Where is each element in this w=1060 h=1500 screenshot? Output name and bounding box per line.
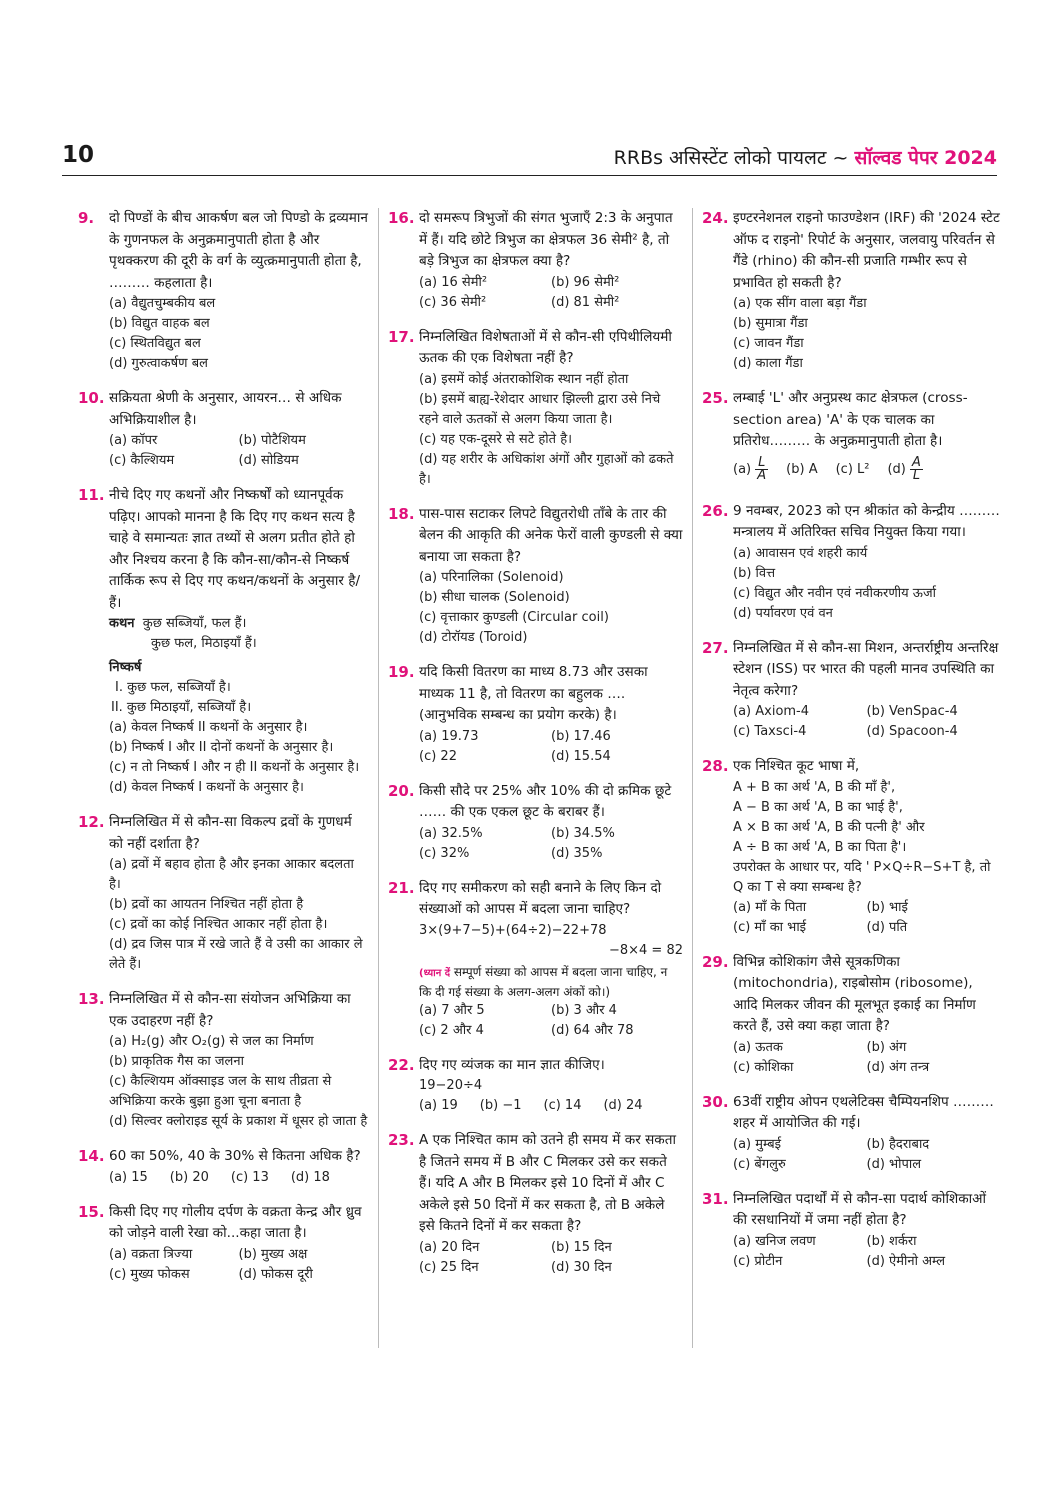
option (733, 453, 768, 487)
note-text: सम्पूर्ण संख्या को आपस में बदला जाना चाहिए, न कि दी गई संख्या के अलग-अलग अंकों को।) (419, 964, 668, 999)
question-number: 21. (388, 878, 415, 897)
options (109, 855, 368, 975)
option: (d) 30 दिन (551, 1259, 612, 1275)
option: (c) कैल्शियम (109, 453, 175, 468)
question-11 (78, 485, 368, 798)
options (419, 1096, 683, 1116)
question-text: निम्नलिखित में से कौन-सा विकल्प द्रवों के गुणधर्म को नहीं दर्शाता है? (109, 814, 352, 852)
conclusion-label: निष्कर्ष (109, 660, 142, 675)
column-2 (388, 208, 683, 1278)
options (419, 273, 683, 313)
question-number: 22. (388, 1055, 415, 1074)
option: (a) वैद्युतचुम्बकीय बल (109, 296, 216, 311)
question-27 (702, 638, 1000, 743)
option: (d) ऐमीनो अम्ल (866, 1253, 946, 1269)
question-text: यदि किसी वितरण का माध्य 8.73 और उसका माध्यक 11 है, तो वितरण का बहुलक …. (आनुभविक सम्बन्ध का प्रयोग करके) है। (419, 664, 648, 723)
option: (c) 2 और 4 (419, 1022, 484, 1038)
options (109, 431, 368, 471)
question-number: 26. (702, 501, 729, 520)
question-12 (78, 812, 368, 975)
option: (a) 16 सेमी² (419, 274, 488, 290)
question-number: 20. (388, 781, 415, 800)
options (419, 1001, 683, 1041)
question-text: 63वीं राष्ट्रीय ओपन एथलेटिक्स चैम्पियनशिप ……… शहर में आयोजित की गई। (733, 1093, 994, 1131)
question-text: दिए गए समीकरण को सही बनाने के लिए किन दो संख्याओं को आपस में बदला जाना चाहिए? (419, 879, 662, 917)
statement-label: कथन (109, 616, 135, 631)
header-title-prefix: RRBs असिस्टेंट लोको पायलट ~ (613, 147, 855, 169)
question-14 (78, 1146, 368, 1188)
option: (b) विद्युत वाहक बल (109, 316, 210, 331)
options (733, 294, 1000, 374)
option: (b) हैदराबाद (866, 1136, 930, 1152)
option: (d) फोकस दूरी (238, 1266, 313, 1282)
option: (c) जावन गैंडा (733, 336, 804, 351)
options (419, 727, 683, 767)
question-tail: उपरोक्त के आधार पर, यदि ' P×Q÷R−S+T है, तो Q का T से क्या सम्बन्ध है? (733, 859, 991, 895)
question-text: निम्नलिखित पदार्थों में से कौन-सा पदार्थ कोशिकाओं की रसधानियों में जमा नहीं होता है? (733, 1190, 987, 1228)
question-number: 17. (388, 327, 415, 346)
options (733, 453, 1000, 487)
question-28 (702, 756, 1000, 938)
option: (a) माँ के पिता (733, 899, 807, 915)
question-19 (388, 662, 683, 767)
option: (c) द्रवों का कोई निश्चित आकार नहीं होता है। (109, 917, 328, 932)
option: (a) 7 और 5 (419, 1002, 485, 1018)
option: (d) 64 और 78 (551, 1022, 634, 1038)
question-29 (702, 952, 1000, 1078)
option: (a) मुम्बई (733, 1136, 782, 1152)
page-header (62, 140, 997, 176)
fraction-denominator: A (757, 467, 767, 483)
statement-2: कुछ फल, मिठाइयाँ हैं। (151, 636, 257, 651)
question-22 (388, 1055, 683, 1117)
code-line: A × B का अर्थ 'A, B की पत्नी है' और (733, 819, 925, 835)
option: (d) Spacoon-4 (866, 724, 958, 739)
option: (c) वृत्ताकार कुण्डली (Circular coil) (419, 610, 609, 625)
option: (b) −1 (479, 1098, 522, 1113)
code-line: A − B का अर्थ 'A, B का भाई है', (733, 799, 903, 815)
option: (a) केवल निष्कर्ष II कथनों के अनुसार है। (109, 720, 308, 735)
question-text: दो पिण्डों के बीच आकर्षण बल जो पिण्डो के द्रव्यमान के गुणनफल के अनुक्रमानुपाती होता है और पृथक्करण की दूरी के वर्ग के व्युत्क्रमानुपाती होता है, ……… कहलाता है। (109, 210, 368, 291)
option: (b) 3 और 4 (551, 1002, 617, 1018)
options (733, 898, 1000, 938)
question-number: 16. (388, 209, 415, 227)
option: (c) कोशिका (733, 1059, 794, 1075)
code-line: A ÷ B का अर्थ 'A, B का पिता है'। (733, 839, 907, 855)
question-text: नीचे दिए गए कथनों और निष्कर्षों को ध्यानपूर्वक पढ़िए। आपको मानना है कि दिए गए कथन सत्य है चाहे वे समान्यतः ज्ञात तथ्यों से अलग प्रतीत होते हो और निश्चय करना है कि कौन-सा/कौन-से निष्कर्ष तार्किक रूप से दिए गए कथन/कथनों के अनुसार है/हैं। (109, 487, 361, 611)
page-number: 10 (62, 142, 95, 168)
options (419, 1238, 683, 1278)
option: (b) 15 दिन (551, 1239, 612, 1255)
option: (d) सिल्वर क्लोराइड सूर्य के प्रकाश में धूसर हो जाता है (109, 1114, 368, 1129)
option: (a) एक सींग वाला बड़ा गैंडा (733, 296, 867, 311)
option: (d) 35% (551, 845, 603, 861)
option: (d) टोरॉयड (Toroid) (419, 630, 528, 645)
option: (a) 15 (109, 1169, 148, 1185)
option: (b) 17.46 (551, 728, 611, 744)
question-text: किसी दिए गए गोलीय दर्पण के वक्रता केन्द्र और ध्रुव को जोड़ने वाली रेखा को...कहा जाता है। (109, 1203, 362, 1241)
option: (d) द्रव जिस पात्र में रखे जाते हैं वे उसी का आकार ले लेते हैं। (109, 937, 363, 972)
option: (b) 34.5% (551, 825, 615, 841)
option: (a) H₂(g) और O₂(g) से जल का निर्माण (109, 1034, 314, 1049)
option: (a) Axiom-4 (733, 704, 810, 719)
conclusion-1: I. कुछ फल, सब्जियाँ है। (115, 680, 231, 695)
question-10 (78, 388, 368, 471)
question-number: 25. (702, 389, 729, 407)
option: (c) कैल्शियम ऑक्साइड जल के साथ तीव्रता से अभिक्रिया करके बुझा हुआ चूना बनाता है (109, 1074, 332, 1109)
option: (b) 96 सेमी² (551, 274, 620, 290)
option: (c) प्रोटीन (733, 1253, 783, 1269)
options (733, 702, 1000, 742)
option: (d) केवल निष्कर्ष I कथनों के अनुसार है। (109, 780, 304, 795)
question-21 (388, 878, 683, 1041)
option: (c) 25 दिन (419, 1259, 479, 1275)
question-number: 10. (78, 389, 105, 407)
question-number: 9. (78, 209, 95, 227)
column-divider (692, 208, 693, 1348)
option: (a) आवासन एवं शहरी कार्य (733, 545, 868, 561)
question-30 (702, 1092, 1000, 1175)
question-text: किसी सौदे पर 25% और 10% की दो क्रमिक छूटे …… की एक एकल छूट के बराबर हैं। (419, 782, 672, 820)
question-23 (388, 1130, 683, 1278)
question-number: 31. (702, 1189, 729, 1208)
code-line: A + B का अर्थ 'A, B की माँ है', (733, 779, 896, 795)
question-number: 24. (702, 209, 729, 227)
question-number: 23. (388, 1131, 415, 1149)
question-text: विभिन्न कोशिकांग जैसे सूत्रकणिका (mitochondria), राइबोसोम (ribosome), आदि मिलकर जीवन की मूलभूत इकाई का निर्माण करते हैं, उसे क्या कहा जाता है? (733, 953, 976, 1034)
question-15 (78, 1202, 368, 1285)
option: (b) A (786, 461, 818, 477)
question-number: 13. (78, 990, 105, 1008)
option: (d) 18 (290, 1169, 330, 1185)
equation-line-2: −8×4 = 82 (608, 942, 683, 958)
question-number: 18. (388, 504, 415, 523)
option: (b) अंग (866, 1039, 907, 1055)
option: (c) 32% (419, 845, 470, 861)
question-text: A एक निश्चित काम को उतने ही समय में कर सकता है जितने समय में B और C मिलकर उसे कर सकते हैं। यदि A और B मिलकर इसे 10 दिनों में और C अकेले इसे 50 दिनों में कर सकता है, तो B अकेले इसे कितने दिनों में कर सकता है? (419, 1132, 676, 1234)
option: (c) न तो निष्कर्ष I और न ही II कथनों के अनुसार है। (109, 760, 360, 775)
fraction-denominator: L (912, 467, 921, 483)
options (109, 718, 368, 798)
question-number: 27. (702, 638, 729, 657)
options (109, 1168, 368, 1188)
question-text: एक निश्चित कूट भाषा में, (733, 758, 860, 774)
options (109, 1032, 368, 1132)
option: (d) अंग तन्त्र (866, 1059, 930, 1075)
options (733, 544, 1000, 624)
option: (c) Taxsci-4 (733, 724, 807, 739)
option: (b) इसमें बाह्य-रेशेदार आधार झिल्ली द्वारा उसे निचे रहने वाले ऊतकों से अलग किया जाता है। (419, 391, 661, 427)
option-label: (a) (733, 461, 752, 477)
question-31 (702, 1189, 1000, 1272)
option: (d) गुरुत्वाकर्षण बल (109, 356, 208, 371)
question-number: 15. (78, 1202, 105, 1221)
option: (a) वक्रता त्रिज्या (109, 1246, 193, 1262)
option: (c) विद्युत और नवीन एवं नवीकरणीय ऊर्जा (733, 585, 936, 601)
option: (c) L² (835, 461, 870, 477)
options (109, 1245, 368, 1285)
option: (d) काला गैंडा (733, 356, 803, 371)
option: (a) 32.5% (419, 825, 483, 841)
statement-1: कुछ सब्जियाँ, फल हैं। (142, 616, 247, 631)
question-number: 29. (702, 952, 729, 971)
option: (b) द्रवों का आयतन निश्चित नहीं होता है (109, 897, 304, 912)
option: (d) भोपाल (866, 1156, 922, 1172)
column-3 (702, 208, 1000, 1272)
option: (d) 15.54 (551, 748, 611, 764)
question-number: 28. (702, 757, 729, 775)
options (733, 1038, 1000, 1078)
option: (a) खनिज लवण (733, 1233, 816, 1249)
option: (b) निष्कर्ष I और II दोनों कथनों के अनुसार है। (109, 740, 334, 755)
fraction (755, 454, 768, 483)
option: (a) इसमें कोई अंतराकोशिक स्थान नहीं होता (419, 371, 629, 387)
option: (a) ऊतक (733, 1039, 783, 1055)
option: (c) 36 सेमी² (419, 294, 487, 310)
question-text: दो समरूप त्रिभुजों की संगत भुजाएँ 2:3 के अनुपात में हैं। यदि छोटे त्रिभुज का क्षेत्रफल 36 सेमी² है, तो बड़े त्रिभुज का क्षेत्रफल क्या है? (419, 210, 673, 269)
option: (c) माँ का भाई (733, 919, 807, 935)
options (733, 1135, 1000, 1175)
option: (b) शर्करा (866, 1233, 917, 1249)
note-key: (ध्यान दें (419, 967, 451, 979)
options (419, 370, 683, 490)
question-20 (388, 781, 683, 864)
fraction (910, 454, 923, 483)
fraction-numerator: A (912, 454, 921, 470)
question-number: 19. (388, 663, 415, 681)
question-25 (702, 388, 1000, 487)
options (733, 1232, 1000, 1272)
question-text: निम्नलिखित में से कौन-सा संयोजन अभिक्रिया का एक उदाहरण नहीं है? (109, 991, 351, 1029)
option: (c) यह एक-दूसरे से सटे होते है। (419, 431, 573, 447)
conclusion-2: II. कुछ मिठाइयाँ, सब्जियाँ है। (111, 700, 252, 715)
question-text: 60 का 50%, 40 के 30% से कितना अधिक है? (109, 1148, 361, 1164)
question-number: 12. (78, 813, 105, 831)
question-16 (388, 208, 683, 313)
question-text: निम्नलिखित विशेषताओं में से कौन-सी एपिथीलियमी ऊतक की एक विशेषता नहीं है? (419, 328, 672, 366)
question-number: 30. (702, 1092, 729, 1111)
option: (c) 14 (543, 1098, 582, 1113)
question-text: निम्नलिखित में से कौन-सा मिशन, अन्तर्राष्ट्रीय अन्तरिक्ष स्टेशन (ISS) पर भारत की पहली मानव उपस्थिति का नेतृत्व करेगा? (733, 639, 999, 699)
option: (a) 20 दिन (419, 1239, 480, 1255)
question-text: इण्टरनेशनल राइनो फाउण्डेशन (IRF) की '2024 स्टेट ऑफ द राइनो' रिपोर्ट के अनुसार, जलवायु परिवर्तन से गैंडे (rhino) की कौन-सी प्रजाति गम्भीर रूप से प्रभावित हो सकती है? (733, 210, 1000, 291)
option: (b) पोटैशियम (238, 433, 306, 448)
option: (c) स्थितविद्युत बल (109, 336, 201, 351)
option: (d) पर्यावरण एवं वन (733, 605, 833, 621)
question-26 (702, 501, 1000, 624)
option: (c) 22 (419, 748, 457, 764)
question-number: 11. (78, 486, 105, 504)
question-24 (702, 208, 1000, 374)
options (419, 824, 683, 864)
option: (d) पति (866, 919, 908, 935)
question-text: 9 नवम्बर, 2023 को एन श्रीकांत को केन्द्रीय ……… मन्त्रालय में अतिरिक्त सचिव नियुक्त किया गया। (733, 502, 1000, 540)
question-number: 14. (78, 1147, 105, 1165)
option: (b) मुख्य अक्ष (238, 1246, 308, 1262)
option: (a) द्रवों में बहाव होता है और इनका आकार बदलता है। (109, 857, 354, 892)
option: (b) VenSpac-4 (866, 704, 958, 719)
option: (a) 19.73 (419, 728, 479, 744)
note (419, 963, 683, 1001)
question-text: दिए गए व्यंजक का मान ज्ञात कीजिए। (419, 1056, 605, 1073)
option: (d) 81 सेमी² (551, 294, 620, 310)
header-title (614, 144, 997, 170)
option: (b) सीधा चालक (Solenoid) (419, 590, 570, 605)
option: (b) 20 (169, 1169, 209, 1185)
option: (b) सुमात्रा गैंडा (733, 316, 808, 331)
option-label: (d) (887, 461, 906, 477)
option (887, 453, 922, 487)
header-title-highlight: सॉल्वड पेपर 2024 (854, 147, 997, 169)
expression: 19−20÷4 (419, 1078, 483, 1093)
option: (c) बेंगलुरु (733, 1156, 786, 1172)
option: (a) परिनालिका (Solenoid) (419, 570, 564, 585)
question-17 (388, 327, 683, 490)
option: (c) 13 (230, 1169, 269, 1185)
column-1 (78, 208, 368, 1285)
option: (d) यह शरीर के अधिकांश अंगों और गुहाओं को ढकते है। (419, 451, 674, 487)
option: (b) भाई (866, 899, 908, 915)
option: (a) 19 (419, 1098, 458, 1113)
fraction-numerator: L (755, 457, 768, 470)
option: (a) कॉपर (109, 433, 158, 448)
column-divider (378, 208, 379, 1348)
options (419, 568, 683, 648)
question-text: पास-पास सटाकर लिपटे विद्युतरोधी ताँबे के तार की बेलन की आकृति की अनेक फेरों वाली कुण्डली से क्या बनाया जा सकता है? (419, 505, 683, 565)
option: (b) वित्त (733, 565, 776, 581)
option: (d) 24 (603, 1098, 643, 1113)
question-text: सक्रियता श्रेणी के अनुसार, आयरन… से अधिक अभिक्रियाशील है। (109, 390, 342, 428)
options (109, 294, 368, 374)
question-13 (78, 989, 368, 1132)
question-9 (78, 208, 368, 374)
option: (d) सोडियम (238, 453, 299, 468)
equation-line-1: 3×(9+7−5)+(64÷2)−22+78 (419, 922, 607, 938)
question-18 (388, 504, 683, 649)
option: (b) प्राकृतिक गैस का जलना (109, 1054, 244, 1069)
question-text: लम्बाई 'L' और अनुप्रस्थ काट क्षेत्रफल (cross-section area) 'A' के एक चालक का प्रतिरोध……… के अनुक्रमानुपाती होता है। (733, 390, 968, 449)
option: (c) मुख्य फोकस (109, 1266, 190, 1282)
